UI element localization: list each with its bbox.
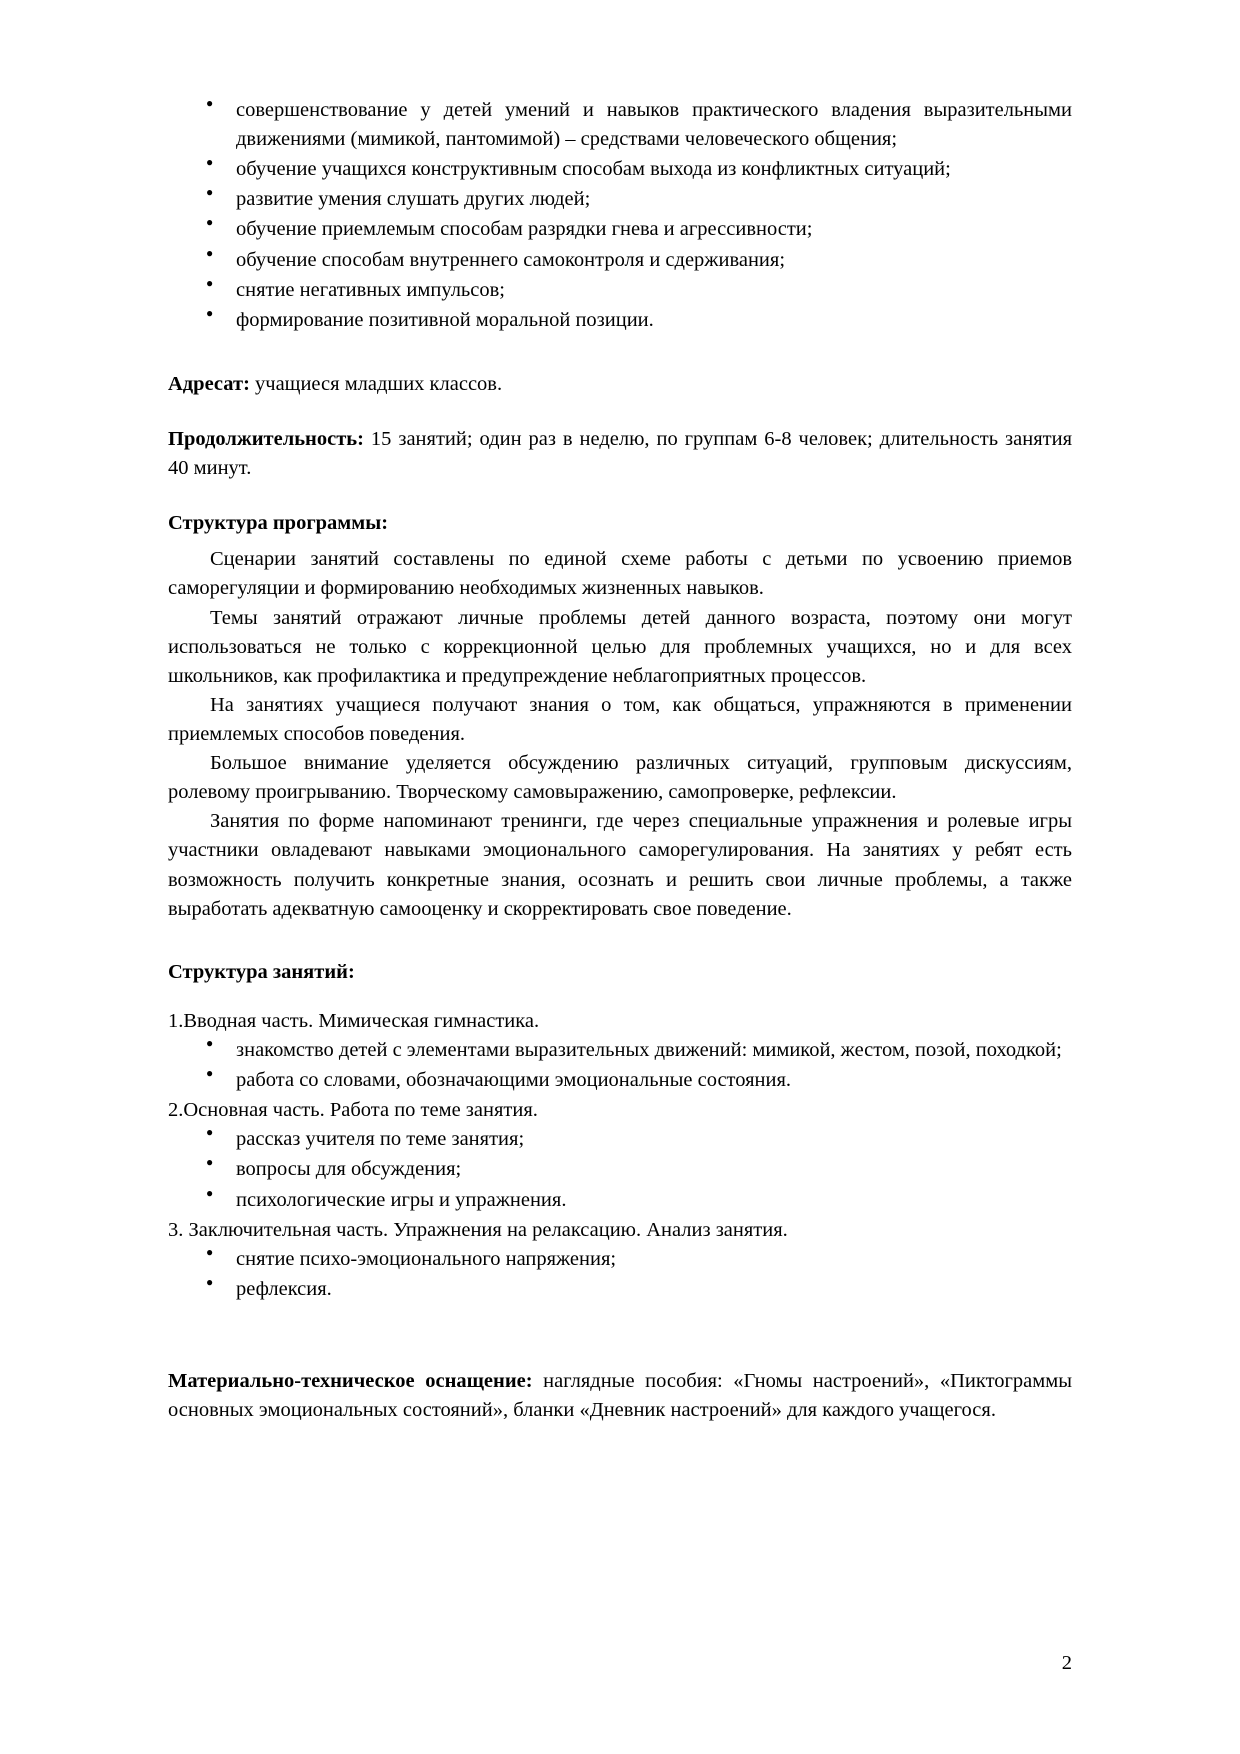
list-item (168, 1066, 1072, 1095)
lesson-part-3-title: 3. Заключительная часть. Упражнения на релаксацию. Анализ занятия. (168, 1218, 788, 1241)
list-item (168, 185, 1072, 214)
program-paragraph: На занятиях учащиеся получают знания о том, как общаться, упражняются в применении приемлемых способов поведения. (168, 693, 1072, 745)
equipment-paragraph (168, 1367, 1072, 1425)
goal-text: развитие умения слушать других людей; (236, 188, 591, 211)
list-item (168, 1155, 1072, 1184)
list-item (168, 215, 1072, 244)
addressee-paragraph (168, 370, 1072, 399)
goal-text: обучение способам внутреннего самоконтроля и сдерживания; (236, 248, 786, 271)
duration-paragraph (168, 425, 1072, 483)
list-item (168, 246, 1072, 275)
goal-text: совершенствование у детей умений и навыков практического владения выразительными движениями (мимикой, пантомимой) – средствами человеческого общения; (236, 99, 1072, 151)
program-paragraph: Темы занятий отражают личные проблемы детей данного возраста, поэтому они могут использоваться не только с коррекционной целью для проблемных учащихся, но и для всех школьников, как профилактика и предупреждение неблагоприятных процессов. (168, 606, 1072, 687)
duration-value: 15 занятий; один раз в неделю, по группам 6-8 человек; длительность занятия 40 минут. (168, 427, 1072, 480)
duration-label: Продолжительность: (168, 427, 364, 450)
lesson-item-text: работа со словами, обозначающими эмоциональные состояния. (236, 1069, 792, 1092)
goals-list (168, 96, 1072, 335)
lesson-structure-heading: Структура занятий: (168, 960, 355, 983)
addressee-label: Адресат: (168, 372, 250, 395)
program-paragraph: Сценарии занятий составлены по единой схеме работы с детьми по усвоению приемов саморегуляции и формированию необходимых жизненных навыков. (168, 548, 1072, 600)
addressee-value: учащиеся младших классов. (249, 372, 503, 395)
list-item (168, 1275, 1072, 1304)
spacer (168, 1305, 1072, 1367)
spacer (168, 399, 1072, 425)
equipment-value: наглядные пособия: «Гномы настроений», «Пиктограммы основных эмоциональных состояний», бланки «Дневник настроений» для каждого учащегося. (168, 1369, 1072, 1422)
lesson-part-1-list (168, 1036, 1072, 1095)
equipment-label: Материально-техническое оснащение: (168, 1369, 533, 1392)
spacer (168, 987, 1072, 1007)
list-item (168, 1245, 1072, 1274)
list-item (168, 276, 1072, 305)
list-item (168, 96, 1072, 154)
lesson-item-text: вопросы для обсуждения; (236, 1158, 462, 1181)
lesson-part-3-list (168, 1245, 1072, 1304)
program-structure-heading: Структура программы: (168, 512, 389, 535)
goal-text: обучение приемлемым способам разрядки гнева и агрессивности; (236, 218, 813, 241)
list-item (168, 1186, 1072, 1215)
goal-text: обучение учащихся конструктивным способам выхода из конфликтных ситуаций; (236, 158, 951, 181)
lesson-part-2-list (168, 1125, 1072, 1214)
spacer (168, 483, 1072, 509)
program-paragraph: Большое внимание уделяется обсуждению различных ситуаций, групповым дискуссиям, ролевому проигрыванию. Творческому самовыражению, самопроверке, рефлексии. (168, 752, 1072, 804)
list-item (168, 1125, 1072, 1154)
lesson-part-2-title: 2.Основная часть. Работа по теме занятия. (168, 1099, 538, 1122)
program-paragraph: Занятия по форме напоминают тренинги, где через специальные упражнения и ролевые игры участники овладевают навыками эмоционального саморегулирования. На занятиях у ребят есть возможность получить конкретные знания, осознать и решить свои личные проблемы, а также выработать адекватную самооценку и скорректировать свое поведение. (168, 810, 1072, 920)
lesson-item-text: рефлексия. (236, 1277, 332, 1300)
document-body (168, 96, 1072, 1425)
goal-text: формирование позитивной моральной позиции. (236, 308, 654, 331)
goal-text: снятие негативных импульсов; (236, 278, 505, 301)
spacer (168, 538, 1072, 545)
spacer (168, 924, 1072, 958)
lesson-item-text: психологические игры и упражнения. (236, 1188, 567, 1211)
lesson-item-text: рассказ учителя по теме занятия; (236, 1128, 525, 1151)
spacer (168, 336, 1072, 370)
list-item (168, 155, 1072, 184)
page-number: 2 (1061, 1651, 1072, 1674)
lesson-item-text: снятие психо-эмоционального напряжения; (236, 1247, 617, 1270)
lesson-part-1-title: 1.Вводная часть. Мимическая гимнастика. (168, 1009, 540, 1032)
list-item (168, 306, 1072, 335)
lesson-item-text: знакомство детей с элементами выразительных движений: мимикой, жестом, позой, походкой; (236, 1038, 1062, 1061)
list-item (168, 1036, 1072, 1065)
